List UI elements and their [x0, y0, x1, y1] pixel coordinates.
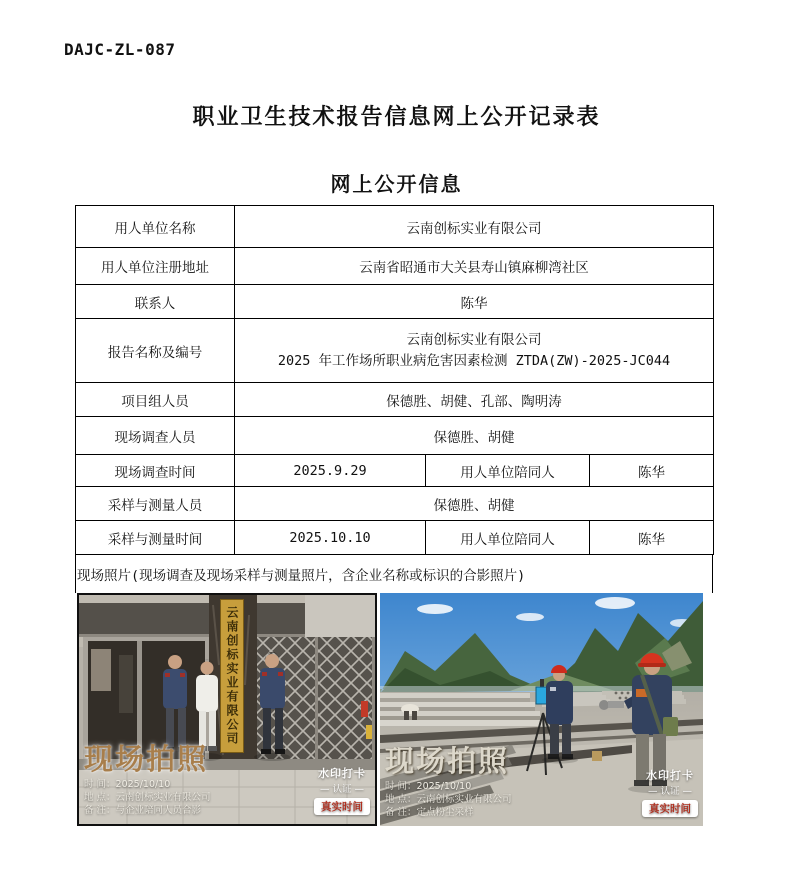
watermark-place: 地 点：云南创标实业有限公司 — [84, 792, 211, 803]
site-photos — [77, 593, 713, 826]
report-name-value — [235, 319, 714, 383]
survey-staff-label: 现场调查人员 — [76, 417, 235, 455]
page-title: 职业卫生技术报告信息网上公开记录表 — [192, 105, 601, 130]
survey-staff-value: 保德胜、胡健 — [235, 417, 714, 455]
table-row — [76, 521, 714, 555]
table-row — [76, 319, 714, 383]
sampling-escort-value: 陈华 — [590, 521, 714, 555]
real-time-badge: 真实时间 — [642, 800, 698, 817]
report-name-line2: 2025 年工作场所职业病危害因素检测 ZTDA(ZW)-2025-JC044 — [277, 352, 671, 369]
report-name-label: 报告名称及编号 — [76, 319, 235, 383]
watermark-time: 时 间：2025/10/10 — [385, 781, 472, 792]
watermark-stamp — [642, 767, 698, 817]
survey-escort-value: 陈华 — [590, 455, 714, 487]
sampling-date-value: 2025.10.10 — [235, 521, 426, 555]
table-row — [76, 417, 714, 455]
photo-entrance-group — [77, 593, 377, 826]
photo-sampling-site — [380, 593, 703, 826]
sampling-date-label: 采样与测量时间 — [76, 521, 235, 555]
survey-escort-label: 用人单位陪同人 — [426, 455, 590, 487]
record-table-section — [75, 205, 713, 826]
photo-caption: 现场照片(现场调查及现场采样与测量照片，含企业名称或标识的合影照片) — [75, 555, 713, 593]
record-table — [75, 205, 714, 555]
watermark-stamp — [314, 765, 370, 815]
stamp-app-name: 水印打卡 — [646, 769, 694, 782]
employer-name-label: 用人单位名称 — [76, 206, 235, 248]
document-code: DAJC-ZL-087 — [64, 40, 176, 59]
employer-name-value: 云南创标实业有限公司 — [235, 206, 714, 248]
project-team-value: 保德胜、胡健、孔部、陶明涛 — [235, 383, 714, 417]
stamp-app-name: 水印打卡 — [318, 767, 366, 780]
watermark-place: 地 点：云南创标实业有限公司 — [385, 794, 512, 805]
survey-date-value: 2025.9.29 — [235, 455, 426, 487]
real-time-badge: 真实时间 — [314, 798, 370, 815]
project-team-label: 项目组人员 — [76, 383, 235, 417]
watermark-time: 时 间：2025/10/10 — [84, 779, 171, 790]
watermark-note: 备 注：定点粉尘采样 — [385, 807, 474, 818]
sampling-escort-label: 用人单位陪同人 — [426, 521, 590, 555]
table-row — [76, 206, 714, 248]
table-row — [76, 455, 714, 487]
stamp-certified: — 认证 — — [647, 786, 693, 797]
page-subtitle: 网上公开信息 — [330, 172, 463, 196]
company-sign: 云南创标实业有限公司 — [220, 599, 244, 753]
watermark-title: 现场拍照 — [385, 744, 510, 778]
table-row — [76, 248, 714, 285]
employer-address-value: 云南省昭通市大关县寿山镇麻柳湾社区 — [235, 248, 714, 285]
stamp-certified: — 认证 — — [319, 784, 365, 795]
survey-date-label: 现场调查时间 — [76, 455, 235, 487]
table-row — [76, 383, 714, 417]
contact-person-value: 陈华 — [235, 285, 714, 319]
contact-person-label: 联系人 — [76, 285, 235, 319]
sampling-staff-label: 采样与测量人员 — [76, 487, 235, 521]
table-row — [76, 487, 714, 521]
table-row — [76, 285, 714, 319]
watermark-title: 现场拍照 — [84, 742, 209, 776]
watermark-info — [84, 778, 211, 817]
employer-address-label: 用人单位注册地址 — [76, 248, 235, 285]
sampling-staff-value: 保德胜、胡健 — [235, 487, 714, 521]
watermark-note: 备 注：与企业陪同人员合影 — [84, 805, 202, 816]
report-name-line1: 云南创标实业有限公司 — [406, 331, 542, 348]
watermark-info — [385, 780, 512, 819]
